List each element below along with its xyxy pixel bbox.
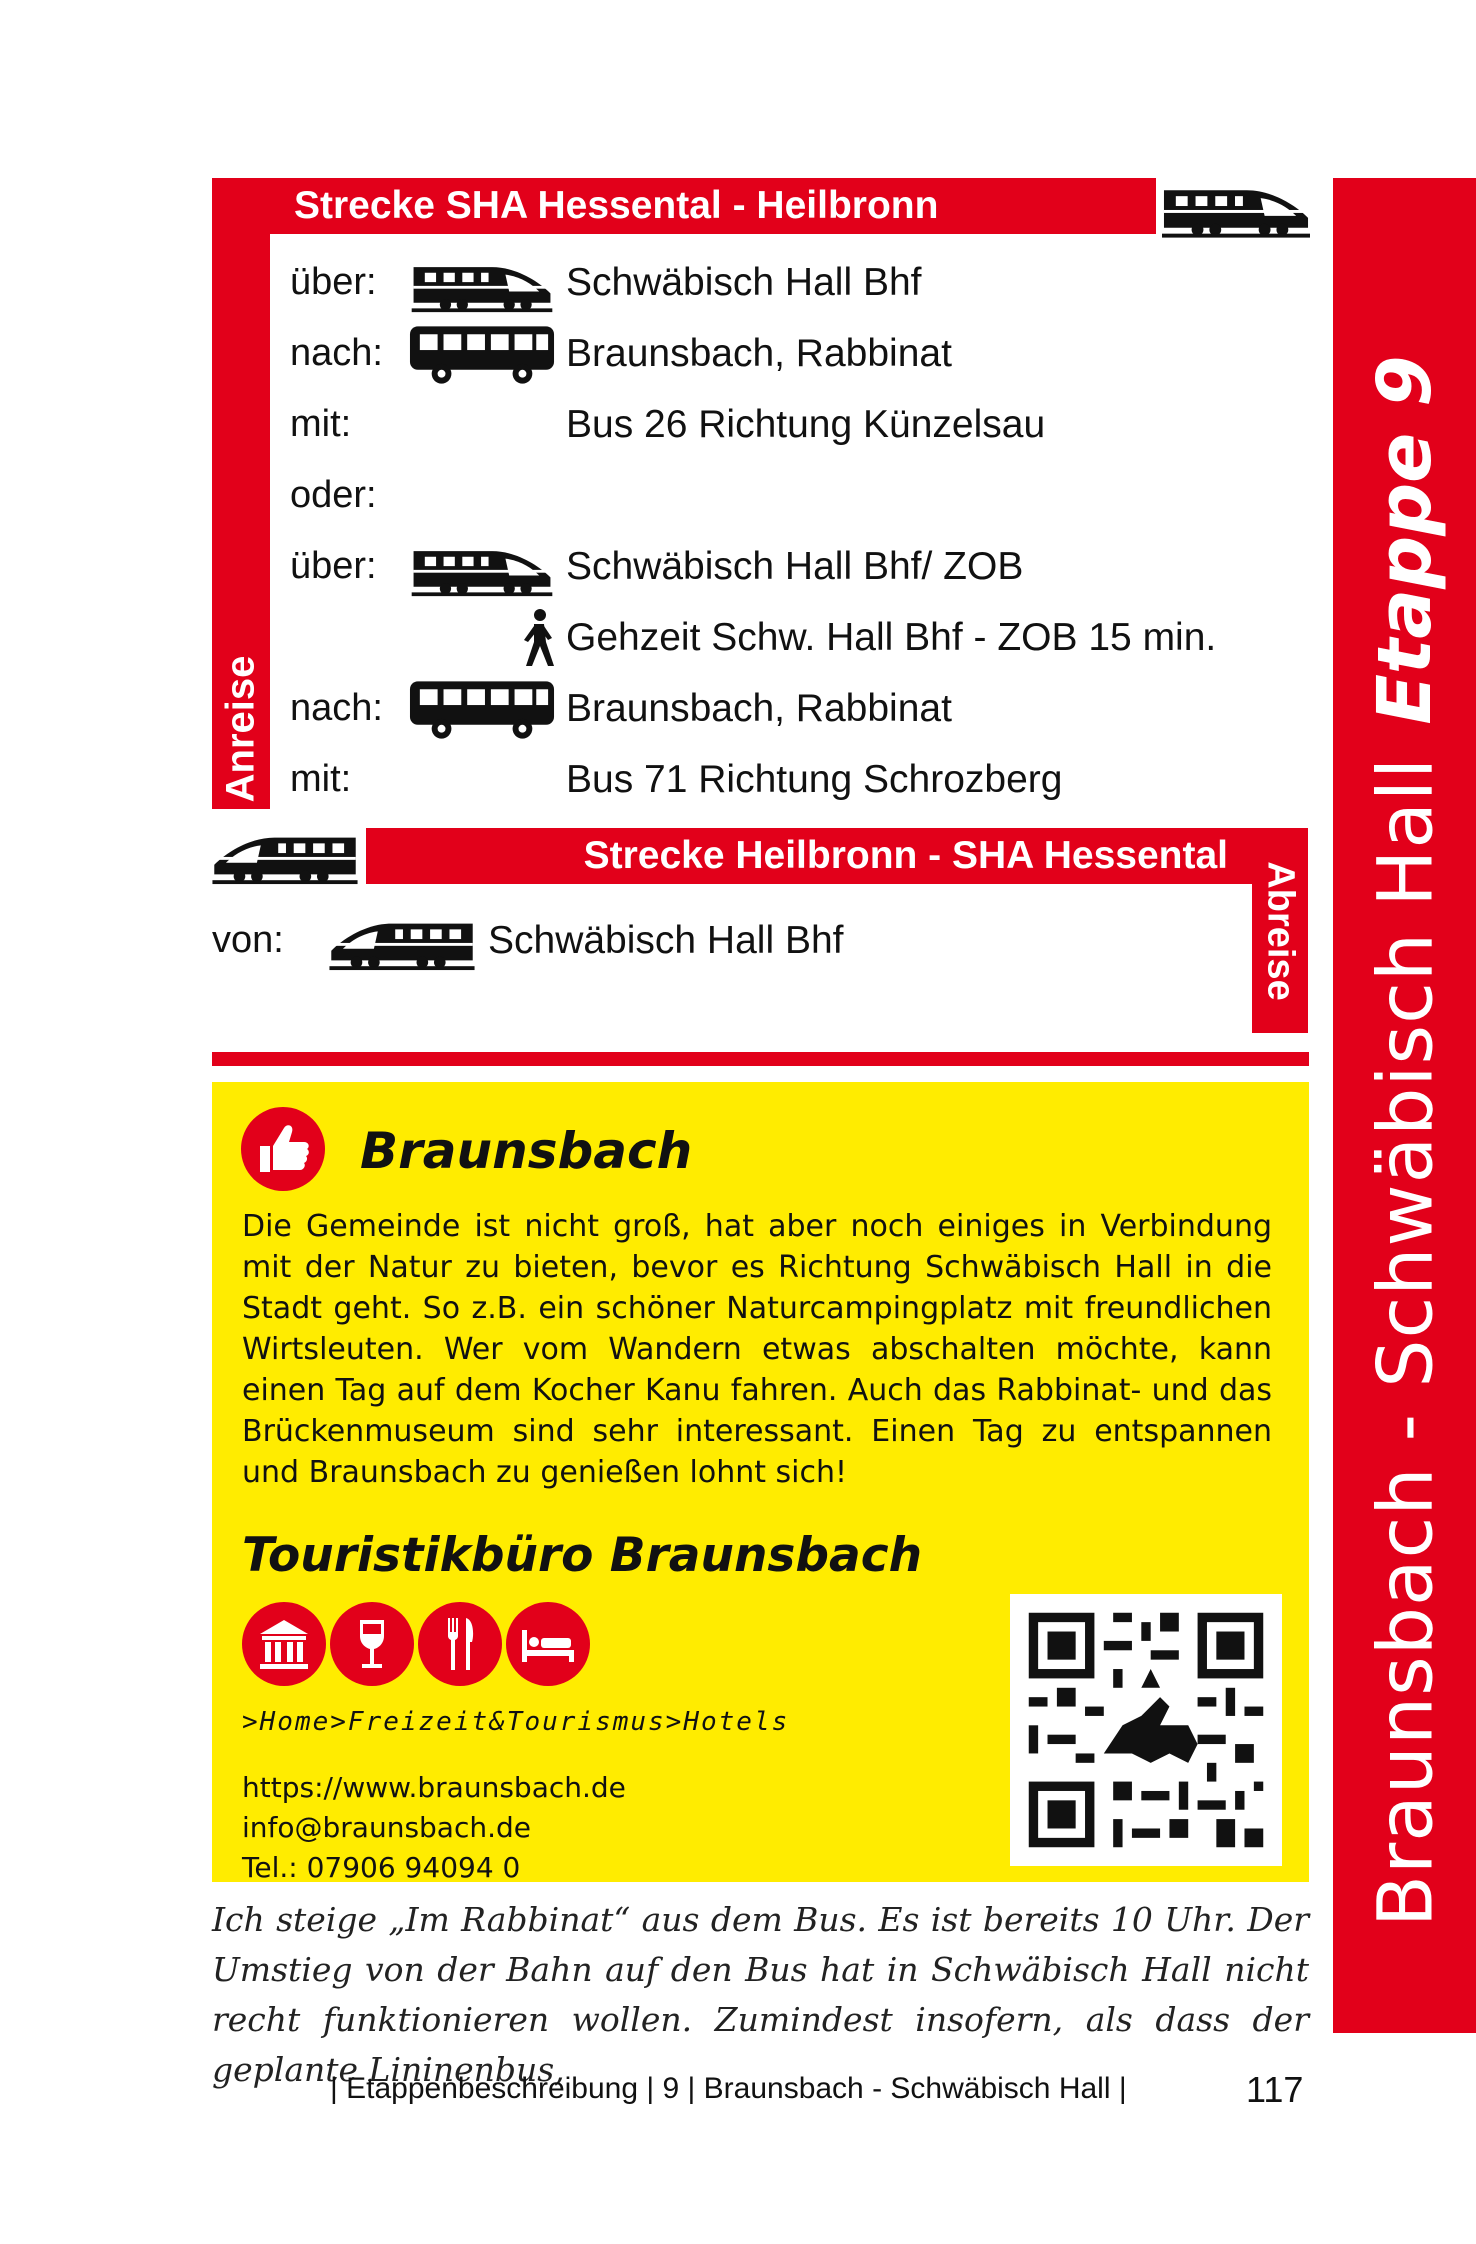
- section-divider: [212, 1052, 1309, 1066]
- arrival-row-label: über:: [290, 545, 377, 587]
- train-icon: [408, 254, 556, 314]
- arrival-row-label: mit:: [290, 403, 352, 445]
- website-link[interactable]: https://www.braunsbach.de: [242, 1771, 626, 1804]
- departure-route-header: [366, 828, 1252, 884]
- train-icon: [1162, 176, 1310, 240]
- website-nav-path: >Home>Freizeit&Tourismus>Hotels: [242, 1707, 790, 1737]
- arrival-row-value: Braunsbach, Rabbinat: [566, 332, 952, 375]
- train-icon: [328, 910, 476, 972]
- thumbs-up-icon: [240, 1106, 326, 1192]
- arrival-route-header: [270, 178, 1156, 234]
- arrival-row-value: Braunsbach, Rabbinat: [566, 687, 952, 730]
- arrival-row-value: Bus 26 Richtung Künzelsau: [566, 403, 1046, 446]
- arrival-row-value: Schwäbisch Hall Bhf: [566, 261, 922, 304]
- arrival-route-title: Strecke SHA Hessental - Heilbronn: [294, 184, 939, 227]
- arrival-row-label: nach:: [290, 332, 383, 374]
- stage-number: Etappe 9: [1361, 354, 1448, 725]
- arrival-row-label: nach:: [290, 687, 383, 729]
- arrival-row-value: Bus 71 Richtung Schrozberg: [566, 758, 1063, 801]
- story-paragraph: Ich steige „Im Rabbinat“ aus dem Bus. Es ist bereits 10 Uhr. Der Umstieg von der Bahn auf den Bus hat in Schwäbisch Hall nicht recht funktionieren wollen. Zumindest insofern, als dass der geplante Lininenbus,: [212, 1900, 1309, 2089]
- bed-icon: [506, 1602, 590, 1686]
- email-link[interactable]: info@braunsbach.de: [242, 1811, 532, 1844]
- walking-person-icon: [520, 608, 556, 668]
- arrival-row-label: über:: [290, 261, 377, 303]
- departure-side-label: Abreise: [1259, 860, 1302, 1001]
- arrival-row-value: Schwäbisch Hall Bhf/ ZOB: [566, 545, 1024, 588]
- train-icon: [408, 538, 556, 598]
- page-number: 117: [1246, 2069, 1304, 2110]
- tourist-office-title: Touristikbüro Braunsbach: [242, 1528, 923, 1583]
- arrival-side-label: Anreise: [218, 655, 263, 802]
- stage-sidebar: [1333, 178, 1476, 2033]
- departure-route-title: Strecke Heilbronn - SHA Hessental: [583, 834, 1228, 877]
- info-box-title: Braunsbach: [360, 1122, 693, 1180]
- arrival-row-value: Gehzeit Schw. Hall Bhf - ZOB 15 min.: [566, 616, 1217, 659]
- bus-icon: [408, 322, 556, 386]
- qr-code-icon[interactable]: [1010, 1594, 1282, 1866]
- arrival-row-label: oder:: [290, 474, 377, 516]
- departure-row-label: von:: [212, 919, 284, 961]
- info-box-text: Die Gemeinde ist nicht groß, hat aber noch einiges in Verbindung mit der Natur zu bieten, bevor es Richtung Schwäbisch Hall in die Stadt geht. So z.B. ein schöner Naturcampingplatz mit freundlichen Wirtsleuten. Wer vom Wandern etwas abschalten möchte, kann einen Tag auf dem Kocher Kanu fahren. Auch das Rabbinat- und das Brückenmuseum sind sehr interessant. Einen Tag zu entspannen und Braunsbach zu genießen lohnt sich!: [242, 1209, 1272, 1490]
- train-icon: [212, 824, 358, 886]
- footer-breadcrumb: | Etappenbeschreibung | 9 | Braunsbach - Schwäbisch Hall |: [330, 2072, 1127, 2105]
- wine-glass-icon: [330, 1602, 414, 1686]
- departure-row-value: Schwäbisch Hall Bhf: [488, 919, 844, 962]
- bus-icon: [408, 677, 556, 741]
- museum-icon: [242, 1602, 326, 1686]
- phone-number: Tel.: 07906 94094 0: [242, 1851, 521, 1884]
- fork-knife-icon: [418, 1602, 502, 1686]
- info-box: [212, 1082, 1309, 1882]
- arrival-row-label: mit:: [290, 758, 352, 800]
- stage-route-title: Braunsbach - Schwäbisch Hall: [1360, 756, 1449, 1927]
